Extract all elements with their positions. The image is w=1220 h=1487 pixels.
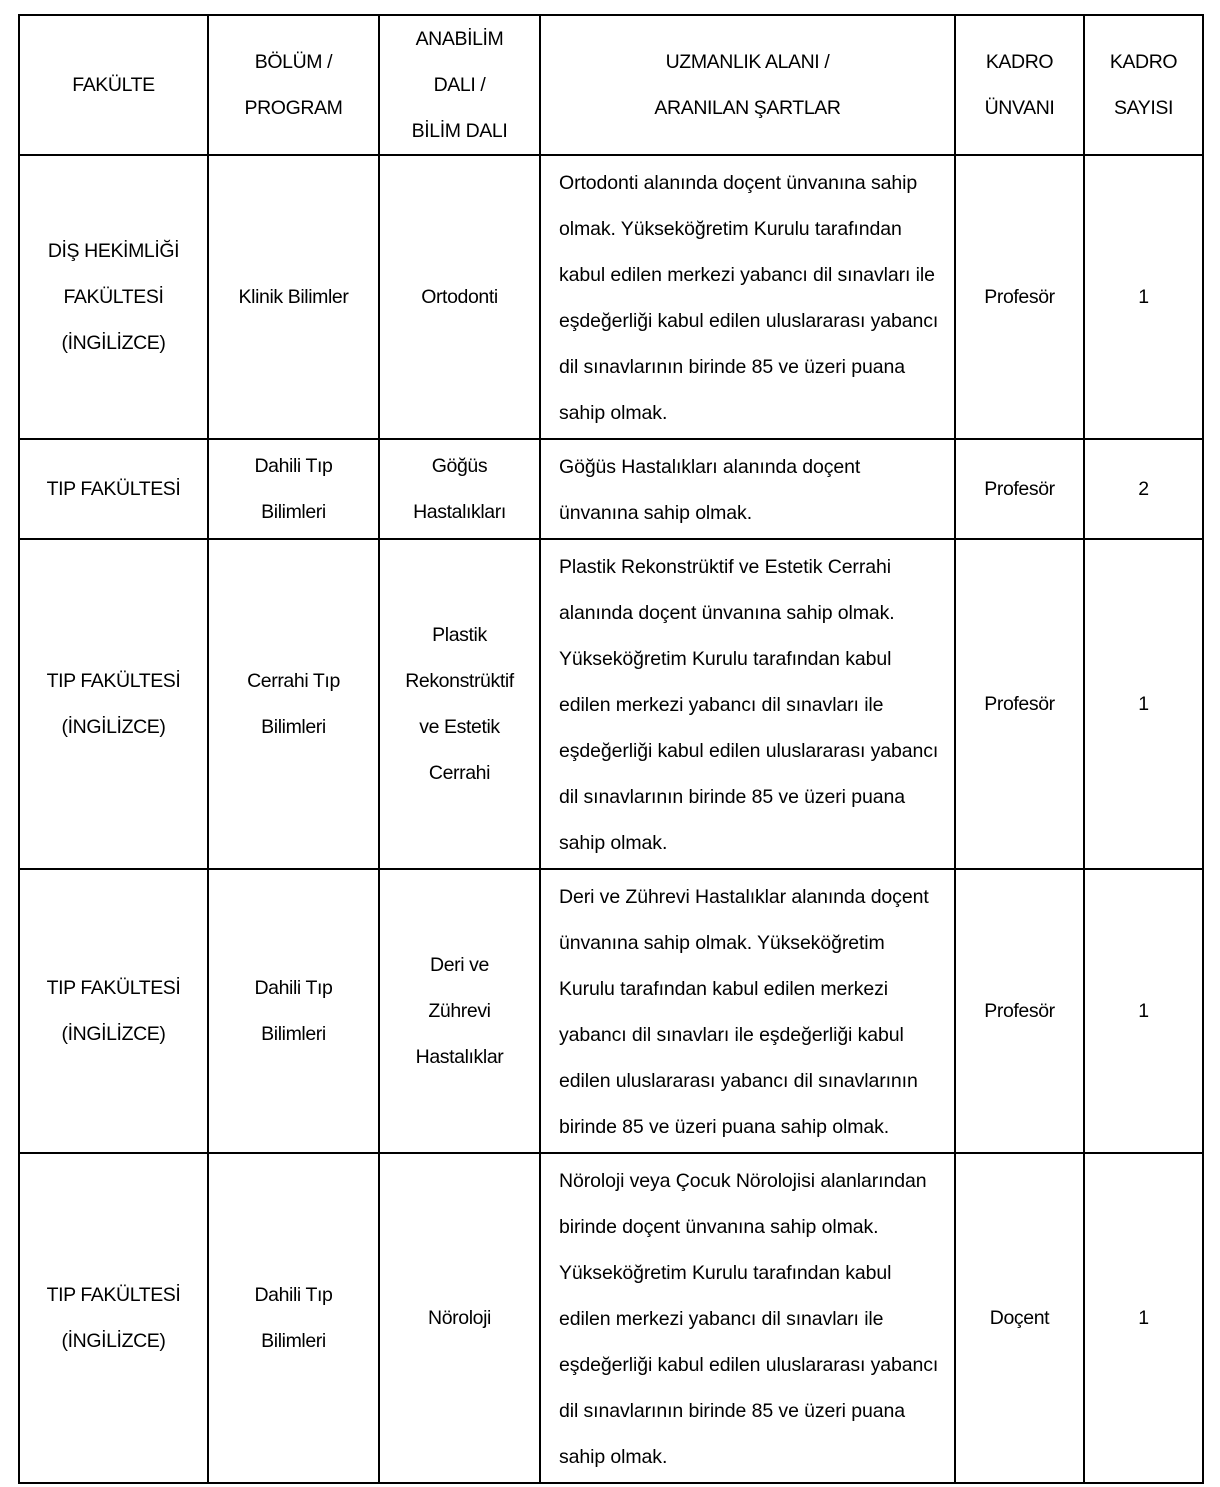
cell-line: dil sınavlarının birinde 85 ve üzeri puana <box>559 356 905 378</box>
table-row <box>19 869 1203 1153</box>
cell-line: Bilimleri <box>261 716 326 738</box>
cell-line: (İNGİLİZCE) <box>61 1023 166 1045</box>
cell-line: Bilimleri <box>261 501 326 523</box>
cell-unvan: Profesör <box>955 439 1084 539</box>
cell-line: eşdeğerliği kabul edilen uluslararası yabancı <box>559 310 939 332</box>
table-row <box>19 1153 1203 1483</box>
cell-line: olmak. Yükseköğretim Kurulu tarafından <box>559 218 902 240</box>
cell-line: Klinik Bilimler <box>238 286 349 308</box>
cell-line: Göğüs Hastalıkları alanında doçent <box>559 456 861 478</box>
cell-line: Kurulu tarafından kabul edilen merkezi <box>559 978 888 1000</box>
cell-line: yabancı dil sınavları ile eşdeğerliği kabul <box>559 1024 904 1046</box>
cell-line: kabul edilen merkezi yabancı dil sınavları ile <box>559 264 935 286</box>
cell-line: Yükseköğretim Kurulu tarafından kabul <box>559 648 892 670</box>
cell-line: edilen uluslararası yabancı dil sınavlarının <box>559 1070 918 1092</box>
cell-line: dil sınavlarının birinde 85 ve üzeri puana <box>559 786 905 808</box>
header-line: UZMANLIK ALANI / <box>665 51 830 73</box>
cell-bolum <box>208 155 379 439</box>
cell-unvan: Profesör <box>955 539 1084 869</box>
cell-line: Nöroloji <box>428 1307 491 1329</box>
cell-line: TIP FAKÜLTESİ <box>46 670 181 692</box>
cell-line: birinde doçent ünvanına sahip olmak. <box>559 1216 879 1238</box>
table-row <box>19 155 1203 439</box>
cell-line: Bilimleri <box>261 1330 326 1352</box>
cell-anabilim <box>379 439 540 539</box>
cell-line: Bilimleri <box>261 1023 326 1045</box>
cell-line: Zührevi <box>428 1000 491 1022</box>
cell-line: Rekonstrüktif <box>405 670 514 692</box>
cell-line: sahip olmak. <box>559 1446 668 1468</box>
cell-line: Dahili Tıp <box>254 977 333 999</box>
cell-unvan: Profesör <box>955 155 1084 439</box>
header-line: DALI / <box>433 74 486 96</box>
header-line: SAYISI <box>1113 97 1173 119</box>
header-bolum-program <box>208 15 379 155</box>
cell-line: sahip olmak. <box>559 402 668 424</box>
cell-bolum <box>208 1153 379 1483</box>
cell-bolum <box>208 539 379 869</box>
cell-line: TIP FAKÜLTESİ <box>46 1284 181 1306</box>
header-line: BÖLÜM / <box>254 51 333 73</box>
header-line: KADRO <box>985 51 1054 73</box>
cell-line: Plastik Rekonstrüktif ve Estetik Cerrahi <box>559 556 891 578</box>
cell-line: sahip olmak. <box>559 832 668 854</box>
header-kadro-sayisi <box>1084 15 1203 155</box>
kadro-table <box>18 14 1204 1484</box>
table-row <box>19 539 1203 869</box>
cell-line: ünvanına sahip olmak. <box>559 502 753 524</box>
header-line: PROGRAM <box>244 97 343 119</box>
cell-line: eşdeğerliği kabul edilen uluslararası yabancı <box>559 1354 939 1376</box>
cell-fakulte <box>19 439 208 539</box>
cell-line: DİŞ HEKİMLİĞİ <box>47 240 180 262</box>
header-line: KADRO <box>1109 51 1178 73</box>
cell-anabilim <box>379 155 540 439</box>
header-row <box>19 15 1203 155</box>
cell-line: (İNGİLİZCE) <box>61 332 166 354</box>
cell-line: Dahili Tıp <box>254 455 333 477</box>
header-kadro-unvani <box>955 15 1084 155</box>
cell-fakulte <box>19 1153 208 1483</box>
cell-sartlar <box>540 439 955 539</box>
cell-line: edilen merkezi yabancı dil sınavları ile <box>559 694 884 716</box>
cell-bolum <box>208 869 379 1153</box>
cell-line: Göğüs <box>431 455 488 477</box>
header-uzmanlik-alani <box>540 15 955 155</box>
cell-line: Ortodonti alanında doçent ünvanına sahip <box>559 172 918 194</box>
header-line: ANABİLİM <box>415 28 504 50</box>
cell-sayi: 1 <box>1084 1153 1203 1483</box>
cell-sayi: 1 <box>1084 155 1203 439</box>
header-line: FAKÜLTE <box>72 74 155 96</box>
cell-line: TIP FAKÜLTESİ <box>46 977 181 999</box>
cell-line: edilen merkezi yabancı dil sınavları ile <box>559 1308 884 1330</box>
cell-line: eşdeğerliği kabul edilen uluslararası yabancı <box>559 740 939 762</box>
header-line: BİLİM DALI <box>411 120 508 142</box>
cell-anabilim <box>379 869 540 1153</box>
header-line: ÜNVANI <box>984 97 1055 119</box>
cell-fakulte <box>19 539 208 869</box>
cell-sartlar <box>540 869 955 1153</box>
cell-sayi: 1 <box>1084 539 1203 869</box>
cell-fakulte <box>19 869 208 1153</box>
cell-line: Nöroloji veya Çocuk Nörolojisi alanlarından <box>559 1170 927 1192</box>
cell-line: (İNGİLİZCE) <box>61 1330 166 1352</box>
cell-sartlar <box>540 155 955 439</box>
table-row <box>19 439 1203 539</box>
cell-anabilim <box>379 539 540 869</box>
cell-bolum <box>208 439 379 539</box>
cell-line: Hastalıkları <box>413 501 506 523</box>
cell-sayi: 1 <box>1084 869 1203 1153</box>
cell-line: Cerrahi <box>428 762 491 784</box>
header-line: ARANILAN ŞARTLAR <box>654 97 841 119</box>
cell-line: Deri ve Zührevi Hastalıklar alanında doçent <box>559 886 929 908</box>
cell-sartlar <box>540 539 955 869</box>
cell-line: dil sınavlarının birinde 85 ve üzeri puana <box>559 1400 905 1422</box>
header-anabilim-dali <box>379 15 540 155</box>
cell-line: TIP FAKÜLTESİ <box>46 478 181 500</box>
cell-line: Ortodonti <box>421 286 498 308</box>
cell-fakulte <box>19 155 208 439</box>
cell-sayi: 2 <box>1084 439 1203 539</box>
cell-line: ve Estetik <box>419 716 500 738</box>
cell-line: ünvanına sahip olmak. Yükseköğretim <box>559 932 885 954</box>
cell-line: (İNGİLİZCE) <box>61 716 166 738</box>
cell-line: Hastalıklar <box>415 1046 504 1068</box>
cell-line: Yükseköğretim Kurulu tarafından kabul <box>559 1262 892 1284</box>
cell-line: Plastik <box>432 624 487 646</box>
cell-line: Dahili Tıp <box>254 1284 333 1306</box>
cell-line: birinde 85 ve üzeri puana sahip olmak. <box>559 1116 890 1138</box>
cell-line: FAKÜLTESİ <box>63 286 164 308</box>
cell-unvan: Profesör <box>955 869 1084 1153</box>
header-fakulte <box>19 15 208 155</box>
cell-anabilim <box>379 1153 540 1483</box>
cell-line: alanında doçent ünvanına sahip olmak. <box>559 602 895 624</box>
cell-line: Deri ve <box>430 954 489 976</box>
cell-sartlar <box>540 1153 955 1483</box>
cell-unvan: Doçent <box>955 1153 1084 1483</box>
cell-line: Cerrahi Tıp <box>247 670 340 692</box>
